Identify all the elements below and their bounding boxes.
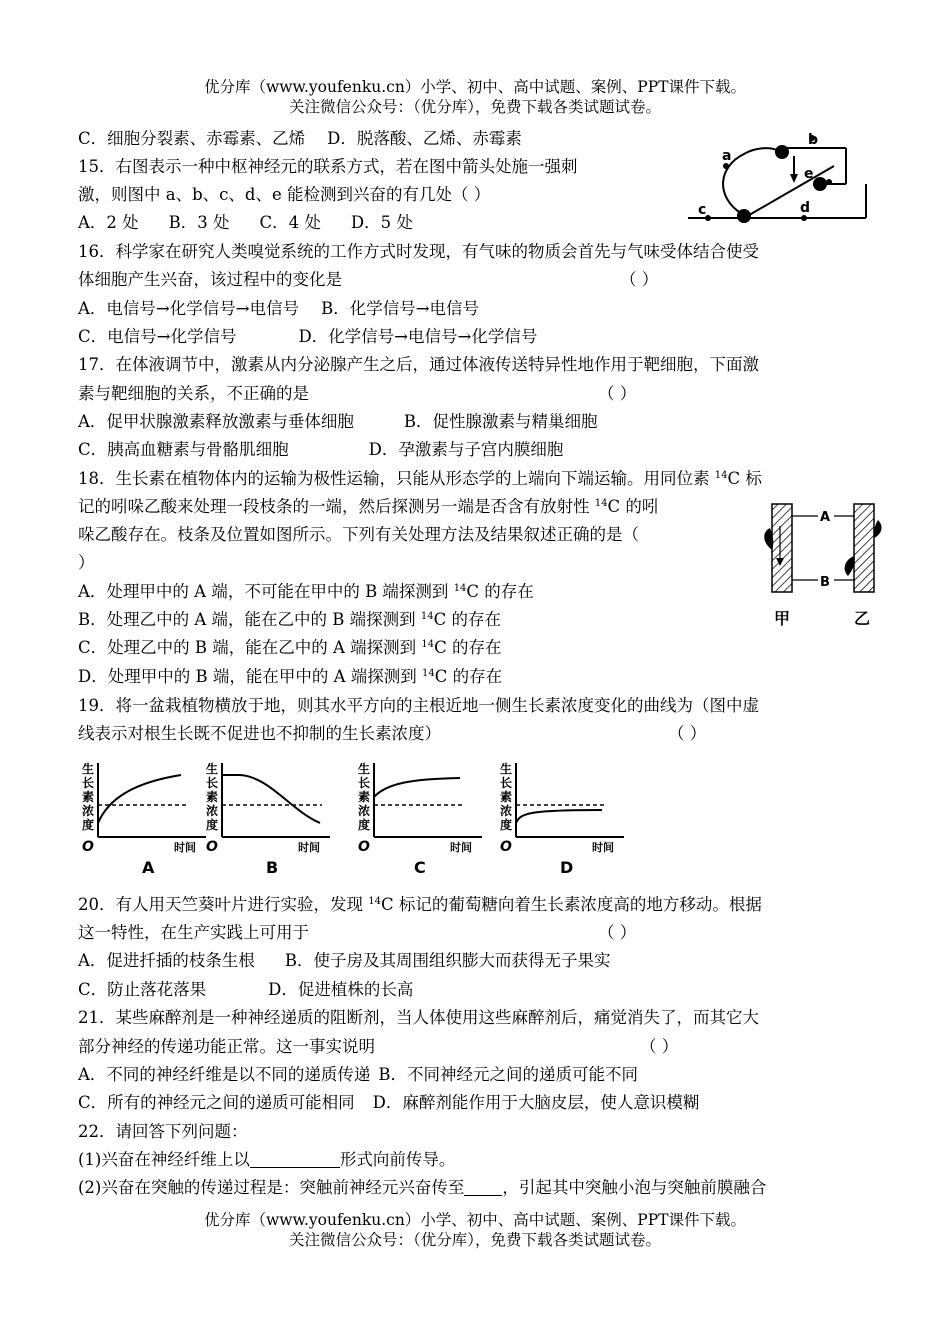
q19-graph-a-xlabel: 时间	[174, 841, 196, 854]
q19-graph-c	[352, 755, 492, 880]
q18-option-d	[78, 666, 502, 688]
q16-options-cd	[78, 326, 537, 348]
q18-option-c-end: C 的存在	[434, 638, 502, 657]
q22-sub-2-text: (2)兴奋在突触的传递过程是：突触前神经元兴奋传至	[78, 1178, 465, 1197]
q19-stem-1: 19．将一盆栽植物横放于地，则其水平方向的主根近地一侧生长素浓度变化的曲线为（图中虚	[78, 696, 759, 715]
q22-sub-2-end: ，引起其中突触小泡与突触前膜融合	[502, 1178, 767, 1197]
q18-option-c-text: C．处理乙中的 B 端，能在乙中的 A 端探测到	[78, 638, 422, 657]
q22-sub-1	[78, 1149, 455, 1171]
q21-option-b: B．不同神经元之间的递质可能不同	[378, 1065, 639, 1084]
q19-graph-c-xlabel: 时间	[450, 841, 472, 854]
q17-option-a: A．促甲状腺激素释放激素与垂体细胞	[78, 412, 354, 431]
q18-option-c	[78, 637, 502, 659]
q19-graph-c-ylabel	[358, 761, 370, 832]
q19-graph-c-label: C	[414, 858, 426, 877]
q17-options-cd	[78, 439, 563, 461]
q22-sub-2	[78, 1177, 766, 1199]
ylabel-char: 素	[500, 790, 513, 804]
ylabel-char: 度	[358, 818, 371, 832]
q22-sub-1-end: 形式向前传导。	[339, 1150, 456, 1169]
q14-option-d: D．脱落酸、乙烯、赤霉素	[327, 129, 522, 148]
ylabel-char: 素	[82, 790, 95, 804]
q19-graph-a-origin: O	[82, 839, 94, 855]
q18-label-jia: 甲	[774, 609, 791, 628]
q18-stem-figure	[758, 498, 888, 630]
q16-stem-1: 16．科学家在研究人类嗅觉系统的工作方式时发现，有气味的物质会首先与气味受体结合使受	[78, 242, 759, 261]
header-line-2: 关注微信公众号：（优分库），免费下载各类试题试卷。	[288, 98, 661, 116]
q19-graph-a	[76, 755, 219, 880]
q18-option-a	[78, 581, 534, 603]
q16-option-b: B．化学信号→电信号	[321, 299, 480, 318]
q15-option-c: C．4 处	[259, 213, 321, 232]
ylabel-char: 度	[206, 818, 219, 832]
q17-stem-1: 17．在体液调节中，激素从内分泌腺产生之后，通过体液传送特异性地作用于靶细胞，下面激	[78, 355, 759, 374]
q19-graph-d-origin: O	[500, 839, 512, 855]
q18-iso-1: 14	[714, 470, 728, 481]
q19-graph-b	[200, 755, 340, 880]
q19-graph-b-ylabel	[206, 761, 218, 832]
q19-graph-b-xlabel: 时间	[298, 841, 320, 854]
q15-option-a: A．2 处	[78, 213, 139, 232]
q21-stem-2: 部分神经的传递功能正常。这一事实说明	[78, 1037, 375, 1056]
q19-graph-c-origin: O	[358, 839, 370, 855]
q22-sub-1-text: (1)兴奋在神经纤维上以	[78, 1150, 250, 1169]
q18-option-c-iso: 14	[421, 639, 435, 650]
q19-graph-c-axes	[374, 763, 482, 837]
q19-graph-b-origin: O	[206, 839, 218, 855]
q15-option-d: D．5 处	[350, 213, 413, 232]
q18-option-d-end: C 的存在	[434, 667, 503, 686]
ylabel-char: 生	[206, 762, 219, 776]
q18-stem-2	[78, 496, 658, 518]
q19-graph-d-curve	[516, 810, 602, 823]
q15-stem-1: 15．右图表示一种中枢神经元的联系方式，若在图中箭头处施一强刺	[78, 157, 578, 176]
q20-option-b: B．使子房及其周围组织膨大而获得无子果实	[284, 951, 611, 970]
q21-paren: （ ）	[640, 1037, 679, 1056]
q15-options	[78, 212, 413, 234]
q15-option-b: B．3 处	[168, 213, 230, 232]
q14-option-c: C．细胞分裂素、赤霉素、乙烯	[78, 129, 306, 148]
q22-blank-1[interactable]	[250, 1149, 340, 1168]
q18-stem-3: 哚乙酸存在。枝条及位置如图所示。下列有关处理方法及结果叙述正确的是（	[78, 525, 639, 544]
q16-options-ab	[78, 298, 479, 320]
q20-stem-1	[78, 894, 762, 916]
q21-option-c: C．所有的神经元之间的递质可能相同	[78, 1093, 355, 1112]
q18-stem-2-end: C 的吲	[607, 497, 659, 516]
q15-neuron-figure	[684, 126, 870, 226]
q21-option-d: D．麻醉剂能作用于大脑皮层，使人意识模糊	[372, 1093, 700, 1112]
q21-options-cd	[78, 1092, 699, 1114]
q16-option-a: A．电信号→化学信号→电信号	[78, 299, 300, 318]
q19-graph-b-label: B	[266, 858, 279, 877]
q19-graph-d-axes	[516, 763, 624, 837]
ylabel-char: 度	[500, 818, 513, 832]
q15-label-a: a	[722, 148, 732, 164]
q18-option-b-end: C 的存在	[433, 610, 501, 629]
q18-option-b-iso: 14	[420, 611, 434, 622]
ylabel-char: 素	[358, 790, 371, 804]
q20-iso: 14	[368, 896, 381, 907]
ylabel-char: 浓	[500, 804, 513, 818]
q15-stem-2: 激，则图中 a、b、c、d、e 能检测到兴奋的有几处（ ）	[78, 185, 491, 204]
q18-stem-2-text: 记的吲哚乙酸来处理一段枝条的一端，然后探测另一端是否含有放射性	[78, 497, 595, 516]
q19-graph-b-curve	[222, 775, 320, 823]
ylabel-char: 长	[206, 776, 219, 790]
ylabel-char: 长	[500, 776, 513, 790]
q19-graph-d-xlabel: 时间	[592, 841, 614, 854]
q20-options-cd	[78, 979, 413, 1001]
ylabel-char: 长	[82, 776, 95, 790]
q19-graph-a-label: A	[142, 858, 155, 877]
q19-graph-d-label: D	[560, 858, 574, 877]
q20-option-d: D．促进植株的长高	[268, 980, 414, 999]
q18-iso-2: 14	[594, 498, 608, 509]
ylabel-char: 生	[500, 762, 513, 776]
footer-line-1: 优分库（www.youfenku.cn）小学、初中、高中试题、案例、PPT课件下载。	[203, 1211, 747, 1229]
q18-option-a-end: C 的存在	[466, 582, 534, 601]
q16-paren: （ ）	[620, 270, 659, 289]
ylabel-char: 长	[358, 776, 371, 790]
q22-title: 22．请回答下列问题：	[78, 1122, 248, 1141]
q17-paren: （ ）	[598, 384, 637, 403]
q15-label-b: b	[808, 132, 819, 148]
q21-stem-1: 21．某些麻醉剂是一种神经递质的阻断剂，当人体使用这些麻醉剂后，痛觉消失了，而其它大	[78, 1008, 759, 1027]
q20-stem-2: 这一特性，在生产实践上可用于	[78, 923, 309, 942]
q20-options-ab	[78, 950, 611, 972]
q18-label-yi: 乙	[854, 609, 871, 628]
q14-options	[78, 128, 522, 150]
q18-label-A: A	[820, 510, 831, 525]
q20-option-c: C．防止落花落果	[78, 980, 207, 999]
q17-stem-2: 素与靶细胞的关系，不正确的是	[78, 384, 309, 403]
q17-options-ab	[78, 411, 598, 433]
q18-option-b	[78, 609, 501, 631]
ylabel-char: 浓	[206, 804, 219, 818]
q21-option-a: A．不同的神经纤维是以不同的递质传递	[78, 1065, 371, 1084]
q22-blank-2[interactable]	[464, 1177, 502, 1196]
q17-option-d: D．孕激素与子宫内膜细胞	[368, 440, 564, 459]
q21-options-ab	[78, 1064, 638, 1086]
q18-option-b-text: B．处理乙中的 A 端，能在乙中的 B 端探测到	[78, 610, 421, 629]
header-line-1: 优分库（www.youfenku.cn）小学、初中、高中试题、案例、PPT课件下载。	[203, 78, 747, 96]
q19-graph-d-ylabel	[500, 761, 512, 832]
q19-graph-a-curve	[98, 775, 181, 823]
ylabel-char: 浓	[82, 804, 95, 818]
ylabel-char: 生	[358, 762, 371, 776]
q18-stem-4: ）	[78, 553, 95, 572]
q16-option-c: C．电信号→化学信号	[78, 327, 237, 346]
q18-option-a-iso: 14	[453, 583, 467, 594]
q16-option-d: D．化学信号→电信号→化学信号	[298, 327, 538, 346]
q19-paren: （ ）	[668, 724, 707, 743]
q15-label-c: c	[698, 202, 707, 218]
q18-option-d-iso: 14	[422, 668, 435, 679]
q15-label-d: d	[800, 200, 811, 216]
ylabel-char: 浓	[358, 804, 371, 818]
q20-option-a: A．促进扦插的枝条生根	[78, 951, 255, 970]
q19-graph-d	[494, 755, 634, 880]
q19-stem-2: 线表示对根生长既不促进也不抑制的生长素浓度）	[78, 724, 441, 743]
footer-line-2: 关注微信公众号：（优分库），免费下载各类试题试卷。	[288, 1231, 661, 1249]
q20-stem-1-end: C 标记的葡萄糖向着生长素浓度高的地方移动。根据	[380, 895, 762, 914]
q17-option-c: C．胰高血糖素与骨骼肌细胞	[78, 440, 289, 459]
ylabel-char: 度	[82, 818, 95, 832]
q18-label-B: B	[820, 575, 830, 590]
q16-stem-2: 体细胞产生兴奋，该过程中的变化是	[78, 270, 342, 289]
q18-stem-1-end: C 标	[727, 469, 762, 488]
q19-graph-c-curve	[374, 778, 460, 797]
ylabel-char: 生	[82, 762, 95, 776]
q19-graph-a-ylabel	[82, 761, 94, 832]
q17-option-b: B．促性腺激素与精巢细胞	[403, 412, 598, 431]
q18-stem-1	[78, 468, 762, 490]
q15-label-e: e	[804, 166, 814, 182]
q20-stem-1-text: 20．有人用天竺葵叶片进行实验，发现	[78, 895, 369, 914]
q18-stem-1-text: 18．生长素在植物体内的运输为极性运输，只能从形态学的上端向下端运输。用同位素	[78, 469, 715, 488]
q18-option-a-text: A．处理甲中的 A 端，不可能在甲中的 B 端探测到	[78, 582, 454, 601]
ylabel-char: 素	[206, 790, 219, 804]
q20-paren: （ ）	[598, 923, 637, 942]
q18-option-d-text: D．处理甲中的 B 端，能在甲中的 A 端探测到	[78, 667, 422, 686]
